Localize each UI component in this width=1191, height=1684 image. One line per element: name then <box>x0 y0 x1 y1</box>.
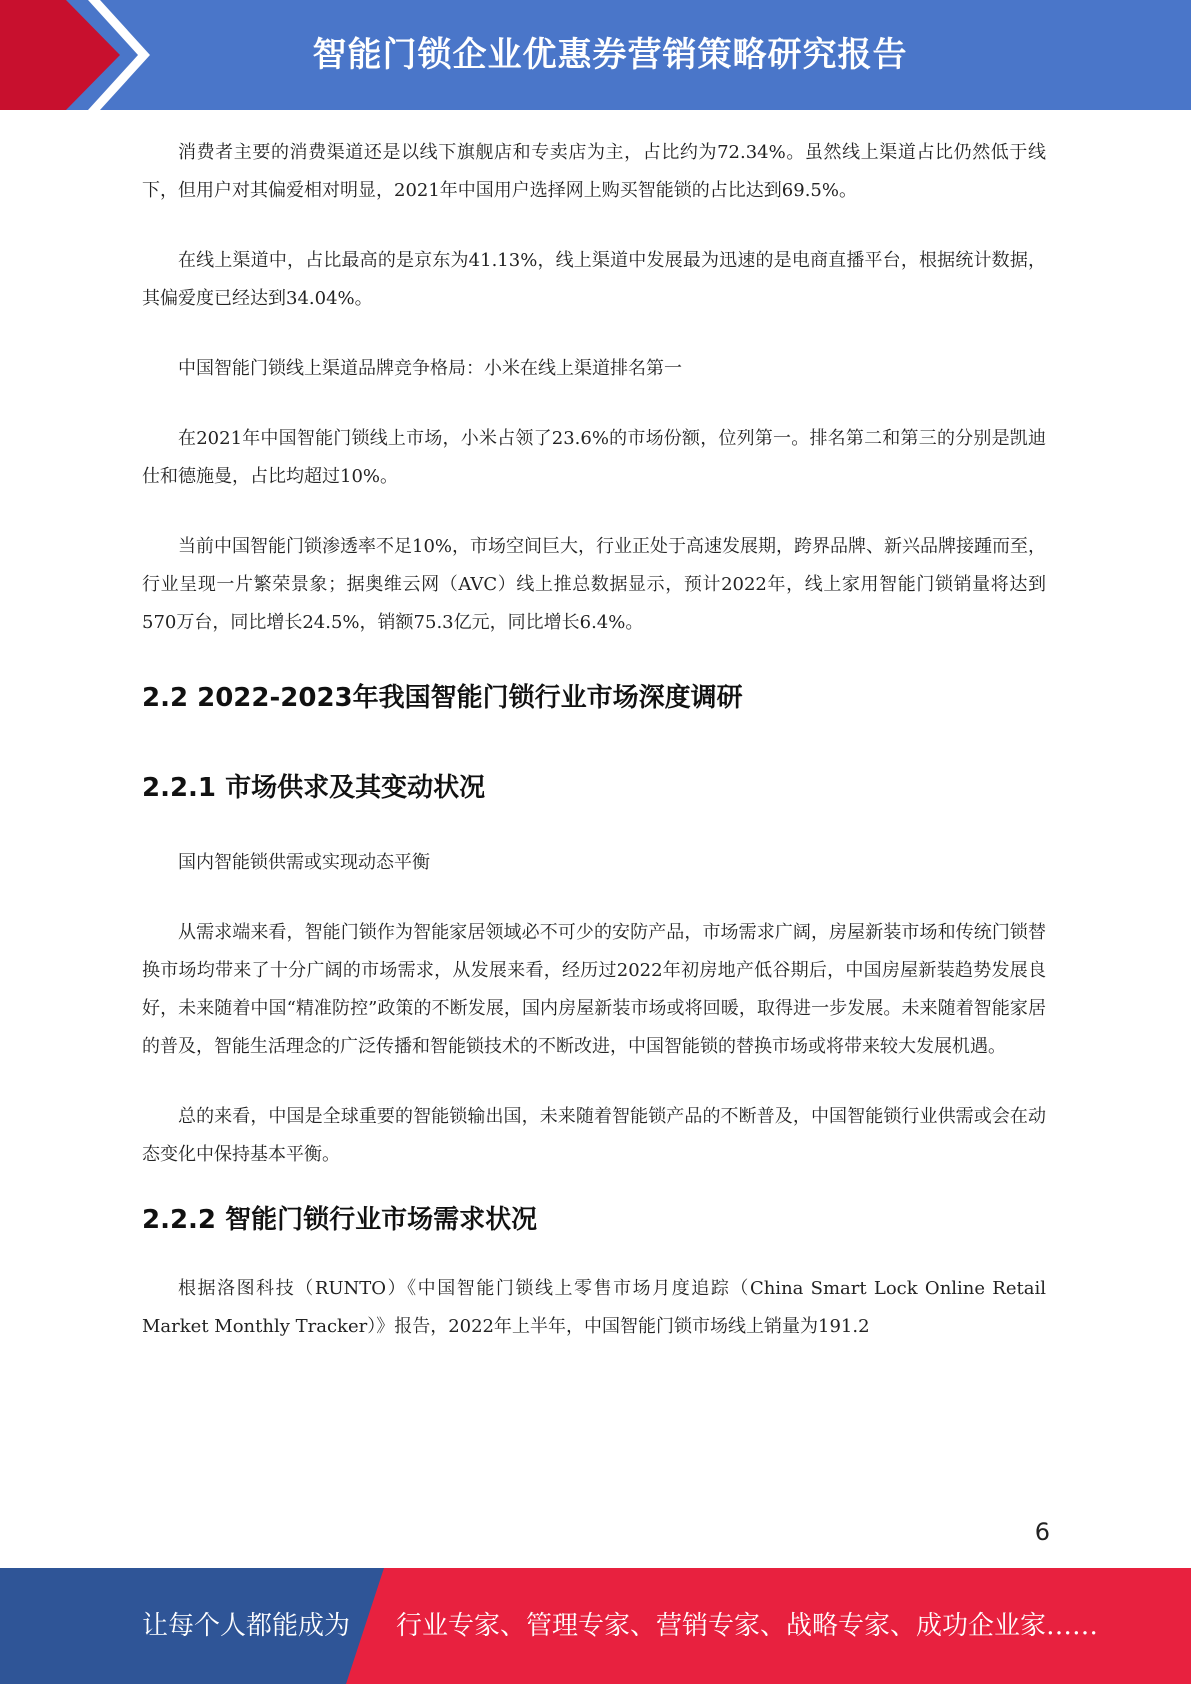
page-body <box>142 134 1046 1346</box>
paragraph-brand-landscape: 中国智能门锁线上渠道品牌竞争格局：小米在线上渠道排名第一 <box>178 358 682 379</box>
section-heading-2-2-2: 2.2.2 智能门锁行业市场需求状况 <box>142 1205 538 1235</box>
section-heading-2-2-1: 2.2.1 市场供求及其变动状况 <box>142 773 486 803</box>
report-title: 智能门锁企业优惠券营销策略研究报告 <box>312 35 908 75</box>
paragraph-runto-report: 根据洛图科技（RUNTO）《中国智能门锁线上零售市场月度追踪（China Smart Lock Online Retail Market Monthly Tracker）》报告，2022年上半年，中国智能门锁市场线上销量为191.2 <box>142 1278 1046 1337</box>
paragraph-channels: 消费者主要的消费渠道还是以线下旗舰店和专卖店为主，占比约为72.34%。虽然线上渠道占比仍然低于线下，但用户对其偏爱相对明显，2021年中国用户选择网上购买智能锁的占比达到69.5%。 <box>142 142 1046 201</box>
page-number: 6 <box>1034 1518 1050 1546</box>
paragraph-supply-balance: 国内智能锁供需或实现动态平衡 <box>178 852 430 873</box>
paragraph-summary: 总的来看，中国是全球重要的智能锁输出国，未来随着智能锁产品的不断普及，中国智能锁行业供需或会在动态变化中保持基本平衡。 <box>142 1106 1046 1165</box>
page-header <box>0 0 1191 110</box>
paragraph-xiaomi-share: 在2021年中国智能门锁线上市场，小米占领了23.6%的市场份额，位列第一。排名第二和第三的分别是凯迪仕和德施曼，占比均超过10%。 <box>142 428 1046 487</box>
header-red-arrow <box>0 0 150 110</box>
section-heading-2-2: 2.2 2022-2023年我国智能门锁行业市场深度调研 <box>142 683 743 713</box>
paragraph-penetration: 当前中国智能门锁渗透率不足10%，市场空间巨大，行业正处于高速发展期，跨界品牌、新兴品牌接踵而至，行业呈现一片繁荣景象；据奥维云网（AVC）线上推总数据显示，预计2022年，线上家用智能门锁销量将达到570万台，同比增长24.5%，销额75.3亿元，同比增长6.4%。 <box>142 536 1047 633</box>
paragraph-online-channels: 在线上渠道中，占比最高的是京东为41.13%，线上渠道中发展最为迅速的是电商直播平台，根据统计数据，其偏爱度已经达到34.04%。 <box>142 250 1046 309</box>
footer-slogan-left: 让每个人都能成为 <box>142 1611 351 1641</box>
footer-slogan-right: 行业专家、管理专家、营销专家、战略专家、成功企业家…… <box>396 1611 1099 1641</box>
page-footer <box>0 1568 1191 1684</box>
paragraph-demand-side: 从需求端来看，智能门锁作为智能家居领域必不可少的安防产品，市场需求广阔，房屋新装市场和传统门锁替换市场均带来了十分广阔的市场需求，从发展来看，经历过2022年初房地产低谷期后，中国房屋新装趋势发展良好，未来随着中国“精准防控”政策的不断发展，国内房屋新装市场或将回暖，取得进一步发展。未来随着智能家居的普及，智能生活理念的广泛传播和智能锁技术的不断改进，中国智能锁的替换市场或将带来较大发展机遇。 <box>142 922 1046 1057</box>
